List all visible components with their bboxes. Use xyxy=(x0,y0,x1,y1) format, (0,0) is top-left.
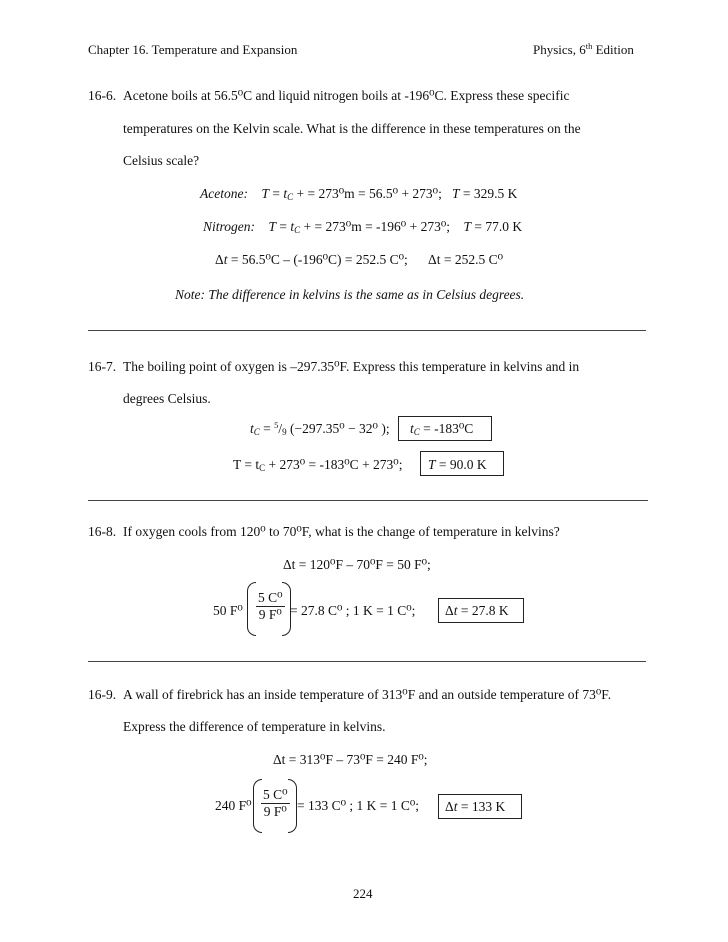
page-number: 224 xyxy=(353,886,373,901)
conversion-fraction xyxy=(261,787,290,820)
problem-text: A wall of firebrick has an inside temperature of 313⁰F and an outside temperature of 73⁰F. xyxy=(123,687,612,702)
problem-text: Celsius scale? xyxy=(123,153,200,168)
nitrogen-label: Nitrogen: xyxy=(203,219,255,234)
acetone-eq: = 273⁰m = 56.5⁰ + 273⁰; xyxy=(307,186,442,201)
celsius-result: $t_C = -183^0C$ xyxy=(410,421,474,437)
delta-result-value: = 133 K xyxy=(460,799,506,814)
right-paren xyxy=(288,779,297,833)
fraction-numerator: 5 C⁰ xyxy=(263,787,288,802)
delta-equation: Δt = 120⁰F – 70⁰F = 50 F⁰; xyxy=(283,557,431,572)
fraction-denominator: 9 F⁰ xyxy=(263,804,287,819)
book-title: Physics, 6 xyxy=(533,42,586,57)
problem-number: 16-6. xyxy=(88,88,117,103)
acetone-equation: Acetone: $T = t_C$ + = 273⁰m = 56.5⁰ + 273⁰; T = 329.5 K xyxy=(200,186,518,202)
conversion-fraction xyxy=(256,590,285,623)
problem-text: Express the difference of temperature in kelvins. xyxy=(123,719,386,734)
problem-text: Acetone boils at 56.5⁰C and liquid nitrogen boils at -196⁰C. Express these specific xyxy=(123,88,570,103)
note: Note: The difference in kelvins is the same as in Celsius degrees. xyxy=(175,287,525,302)
conversion-left: 240 F⁰ xyxy=(215,798,252,813)
kelvin-equation: $T = t_C + 273^0 = -183^0C + 273^0$; xyxy=(233,457,403,473)
delta-result-value: = 27.8 K xyxy=(460,603,509,618)
delta-eq: = 56.5⁰C – (-196⁰C) = 252.5 C⁰; xyxy=(230,252,408,267)
fraction-numerator: 5 C⁰ xyxy=(258,590,283,605)
divider xyxy=(88,500,648,501)
book-edition-sup: th xyxy=(585,41,593,51)
left-paren xyxy=(247,582,256,636)
delta-equation: Δt = 56.5⁰C – (-196⁰C) = 252.5 C⁰; Δt = 252.5 C⁰ xyxy=(215,252,504,267)
delta-result: Δt = 252.5 C⁰ xyxy=(428,252,504,267)
acetone-result: = 329.5 K xyxy=(462,186,518,201)
conversion-left: 50 F⁰ xyxy=(213,603,243,618)
divider xyxy=(88,330,646,331)
problem-number: 16-8. xyxy=(88,524,117,539)
delta-result: Δt = 133 K xyxy=(445,799,506,814)
fraction-denominator: 9 F⁰ xyxy=(258,607,282,622)
celsius-eq: (−297.35⁰ − 32⁰ ); xyxy=(290,421,390,436)
book-header xyxy=(533,42,634,58)
problem-text: The boiling point of oxygen is –297.35⁰F. Express this temperature in kelvins and in xyxy=(123,359,580,374)
nitrogen-eq: = 273⁰m = -196⁰ + 273⁰; xyxy=(314,219,450,234)
problem-number: 16-9. xyxy=(88,687,117,702)
delta-equation: Δt = 313⁰F – 73⁰F = 240 F⁰; xyxy=(273,752,428,767)
celsius-result-value: = -183⁰C xyxy=(423,421,474,436)
problem-text: temperatures on the Kelvin scale. What is the difference in these temperatures on the xyxy=(123,121,581,136)
problem-text: degrees Celsius. xyxy=(123,391,211,406)
delta-result: Δt = 27.8 K xyxy=(445,603,509,618)
kelvin-result-value: = 90.0 K xyxy=(438,457,487,472)
kelvin-eq-t: T = t xyxy=(233,457,260,472)
divider xyxy=(88,661,646,662)
nitrogen-result: = 77.0 K xyxy=(474,219,523,234)
kelvin-result: T = 90.0 K xyxy=(428,457,487,472)
problem-number: 16-7. xyxy=(88,359,117,374)
chapter-header: Chapter 16. Temperature and Expansion xyxy=(88,42,298,57)
conversion-eq: = 133 C⁰ ; 1 K = 1 C⁰; xyxy=(297,798,420,813)
problem-text: If oxygen cools from 120⁰ to 70⁰F, what is the change of temperature in kelvins? xyxy=(123,524,560,539)
celsius-equation: $t_C = ^5/_9$ (−297.35⁰ − 32⁰ ); xyxy=(250,420,390,437)
kelvin-eq-rest: + 273⁰ = -183⁰C + 273⁰; xyxy=(265,457,403,472)
nitrogen-equation: Nitrogen: $T = t_C$ + = 273⁰m = -196⁰ + 273⁰; T = 77.0 K xyxy=(203,219,523,235)
book-edition: Edition xyxy=(592,42,634,57)
acetone-label: Acetone: xyxy=(200,186,248,201)
conversion-eq: = 27.8 C⁰ ; 1 K = 1 C⁰; xyxy=(290,603,416,618)
